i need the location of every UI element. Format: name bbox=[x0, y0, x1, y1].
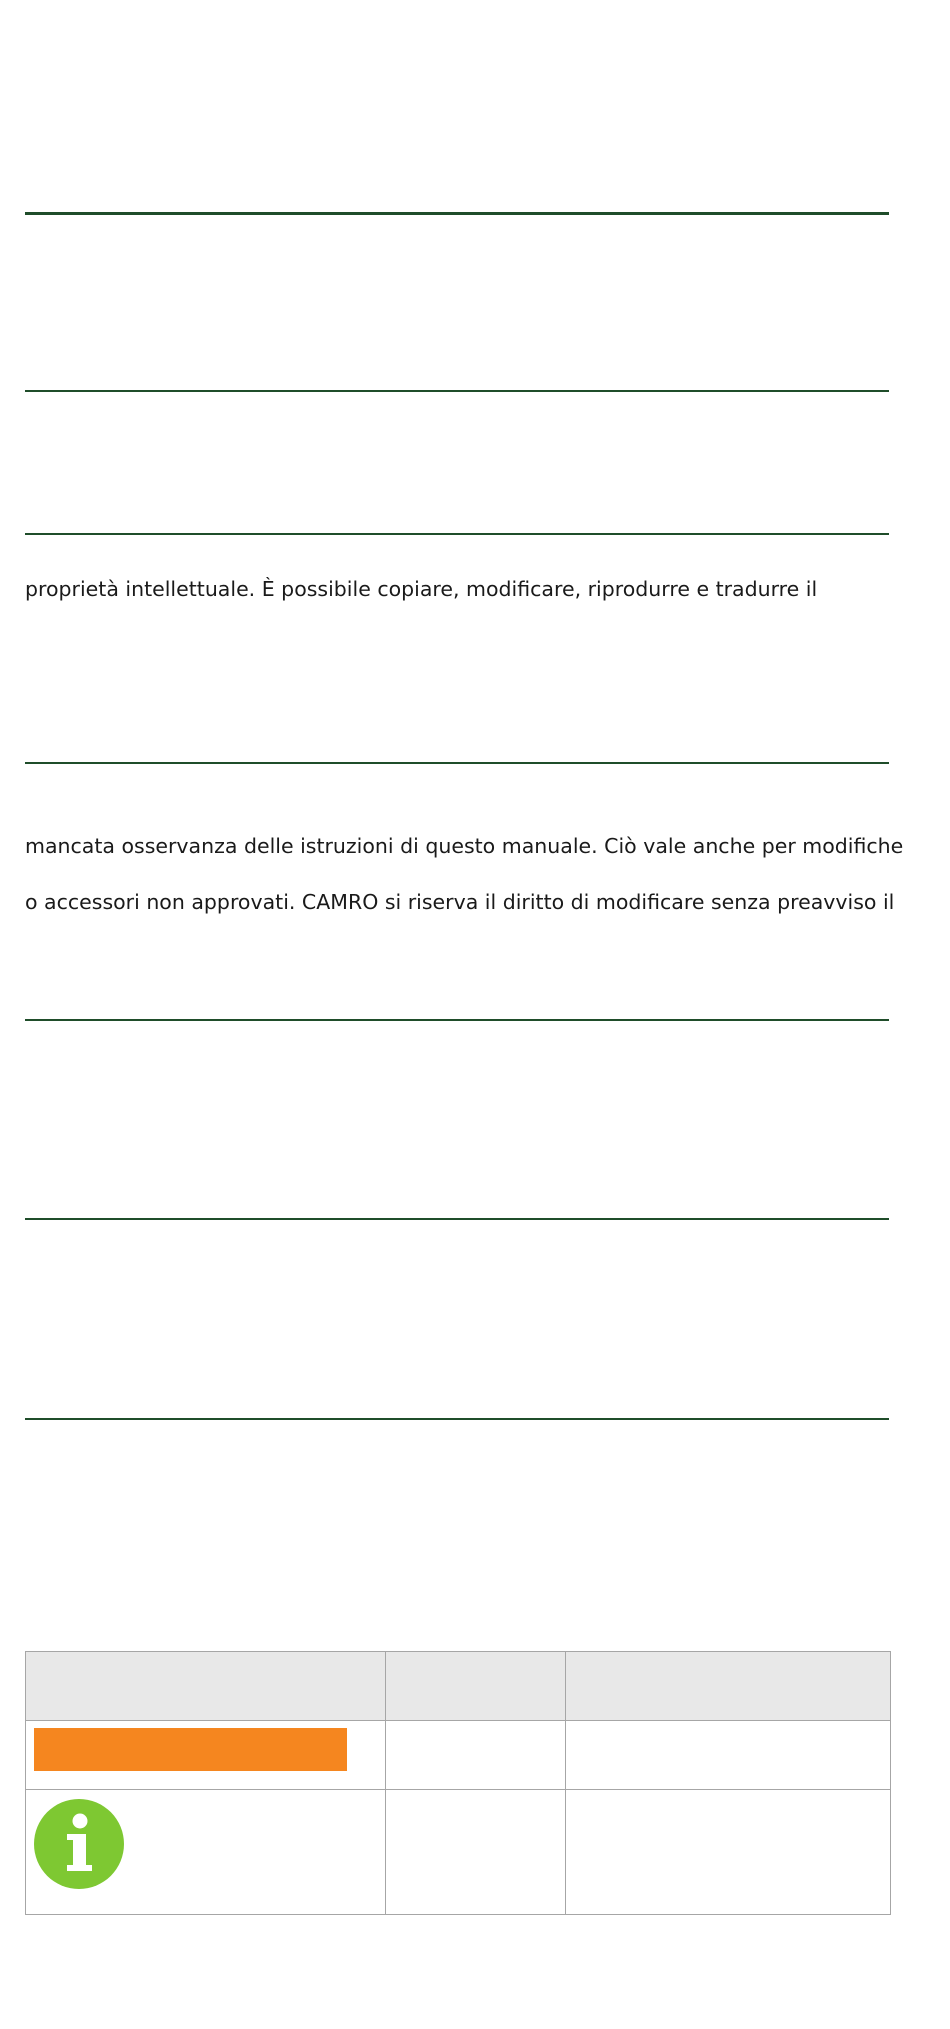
header-cell-meaning bbox=[566, 1652, 891, 1721]
symbol-legend-table bbox=[25, 1651, 891, 1915]
section-rule-3 bbox=[25, 533, 889, 535]
warning-bar-icon bbox=[34, 1728, 347, 1771]
table-row bbox=[26, 1721, 891, 1790]
section-rule-7 bbox=[25, 1418, 889, 1420]
paragraph-line: mancata osservanza delle istruzioni di questo manuale. Ciò vale anche per modifiche bbox=[25, 834, 904, 858]
section-rule-1 bbox=[25, 212, 889, 215]
table-row bbox=[26, 1790, 891, 1915]
table-header-row bbox=[26, 1652, 891, 1721]
paragraph-line: o accessori non approvati. CAMRO si riserva il diritto di modificare senza preavviso il bbox=[25, 890, 895, 914]
symbol-cell bbox=[26, 1721, 386, 1790]
section-rule-5 bbox=[25, 1019, 889, 1021]
header-cell-signal bbox=[386, 1652, 566, 1721]
table-cell bbox=[566, 1790, 891, 1915]
section-rule-6 bbox=[25, 1218, 889, 1220]
section-rule-4 bbox=[25, 762, 889, 764]
paragraph-line: proprietà intellettuale. È possibile copiare, modificare, riprodurre e tradurre il bbox=[25, 577, 818, 601]
table-cell bbox=[386, 1790, 566, 1915]
section-rule-2 bbox=[25, 390, 889, 392]
table-cell bbox=[566, 1721, 891, 1790]
info-icon bbox=[34, 1799, 124, 1889]
table-cell bbox=[386, 1721, 566, 1790]
header-cell-symbol bbox=[26, 1652, 386, 1721]
symbol-cell bbox=[26, 1790, 386, 1915]
